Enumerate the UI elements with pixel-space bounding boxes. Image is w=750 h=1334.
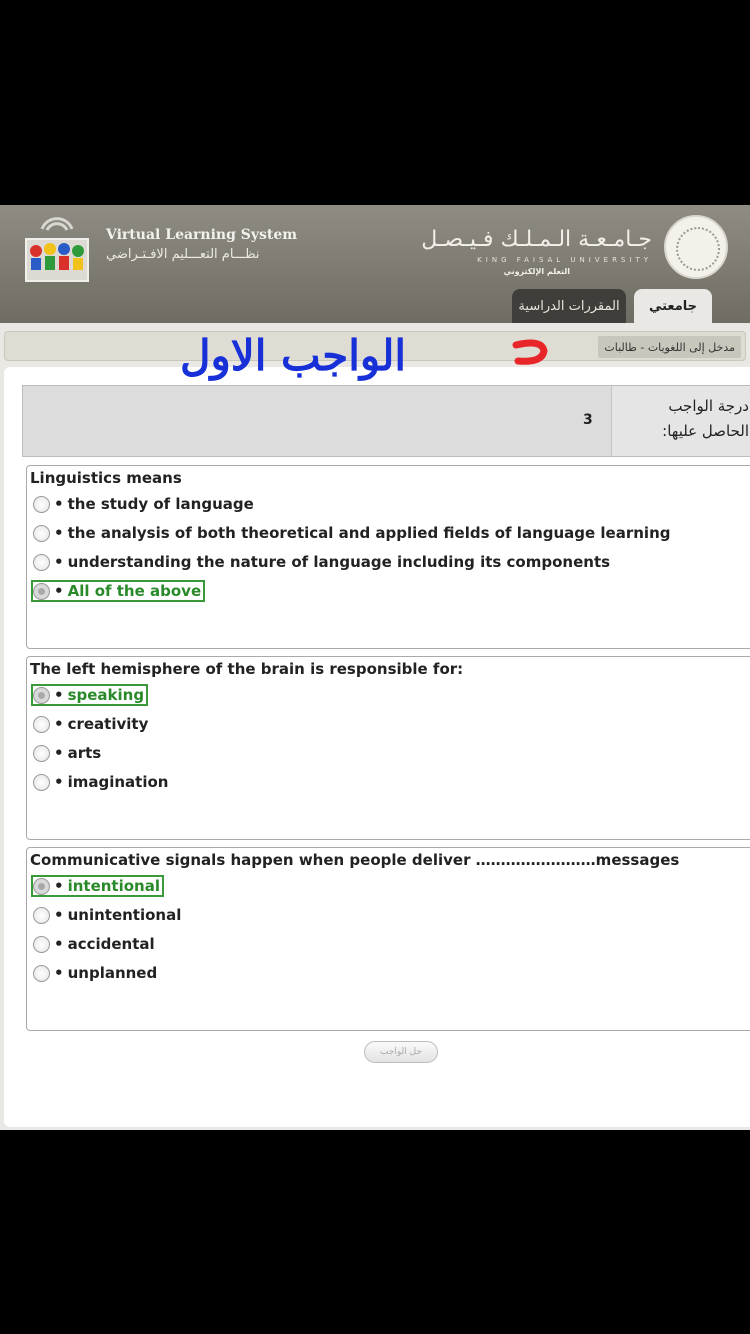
answer-option[interactable]: • arts	[33, 742, 101, 764]
answer-option[interactable]: • understanding the nature of language including its components	[33, 551, 610, 573]
app-window	[0, 205, 750, 1130]
radio-button[interactable]	[33, 745, 50, 762]
radio-button[interactable]	[33, 716, 50, 733]
answer-option[interactable]: • accidental	[33, 933, 155, 955]
answer-option[interactable]: • unplanned	[33, 962, 157, 984]
radio-button[interactable]	[33, 878, 50, 895]
option-label: intentional	[67, 877, 160, 895]
tab-courses[interactable]: المقررات الدراسية	[512, 289, 626, 323]
radio-button[interactable]	[33, 687, 50, 704]
option-label: unplanned	[67, 964, 158, 982]
red-arrow-icon	[512, 337, 550, 367]
question-text: Linguistics means	[30, 469, 182, 487]
homework-title-overlay: الواجب الاول	[180, 331, 407, 380]
answer-option[interactable]: • the analysis of both theoretical and applied fields of language learning	[33, 522, 671, 544]
breadcrumb[interactable]: مدخل إلى اللغويات - طالبات	[598, 336, 741, 358]
radio-button[interactable]	[33, 583, 50, 600]
radio-button[interactable]	[33, 774, 50, 791]
answer-option-selected[interactable]: • speaking	[31, 684, 148, 706]
university-name-english: KING FAISAL UNIVERSITY	[477, 256, 652, 264]
radio-button[interactable]	[33, 965, 50, 982]
answer-option-selected[interactable]: • intentional	[31, 875, 164, 897]
question-card	[26, 656, 750, 840]
solve-homework-button[interactable]: حل الواجب	[364, 1041, 438, 1063]
score-table	[22, 385, 750, 457]
question-card	[26, 465, 750, 649]
radio-button[interactable]	[33, 554, 50, 571]
score-label-line1: درجة الواجب	[668, 397, 749, 415]
answer-option[interactable]: • creativity	[33, 713, 148, 735]
radio-button[interactable]	[33, 496, 50, 513]
option-label: the analysis of both theoretical and applied fields of language learning	[67, 524, 671, 542]
vls-logo-icon	[22, 215, 92, 285]
option-label: speaking	[67, 686, 145, 704]
tab-my-university[interactable]: جامعتي	[634, 289, 712, 323]
answer-option[interactable]: • imagination	[33, 771, 168, 793]
vls-title: Virtual Learning System	[106, 227, 298, 243]
vls-subtitle: نظـــام التعـــليم الافـتـراضي	[106, 247, 260, 262]
radio-button[interactable]	[33, 907, 50, 924]
answer-option-selected[interactable]: • All of the above	[31, 580, 205, 602]
kfu-seal-icon	[664, 215, 728, 279]
answer-option[interactable]: • the study of language	[33, 493, 254, 515]
radio-button[interactable]	[33, 936, 50, 953]
score-value: 3	[583, 412, 593, 428]
question-text: The left hemisphere of the brain is responsible for:	[30, 660, 464, 678]
site-header	[0, 205, 750, 323]
question-card	[26, 847, 750, 1031]
option-label: accidental	[67, 935, 155, 953]
radio-button[interactable]	[33, 525, 50, 542]
score-label	[611, 386, 750, 456]
option-label: imagination	[67, 773, 169, 791]
question-text: Communicative signals happen when people deliver ……………………messages	[30, 851, 680, 869]
option-label: understanding the nature of language including its components	[67, 553, 611, 571]
option-label: All of the above	[67, 582, 202, 600]
university-name-arabic: جـامـعـة الـمـلـك فـيـصـل	[421, 227, 652, 252]
option-label: the study of language	[67, 495, 254, 513]
score-label-line2: الحاصل عليها:	[662, 422, 749, 440]
option-label: creativity	[67, 715, 149, 733]
option-label: unintentional	[67, 906, 182, 924]
answer-option[interactable]: • unintentional	[33, 904, 181, 926]
option-label: arts	[67, 744, 102, 762]
elearning-label: التعلم الإلكتروني	[503, 267, 570, 276]
